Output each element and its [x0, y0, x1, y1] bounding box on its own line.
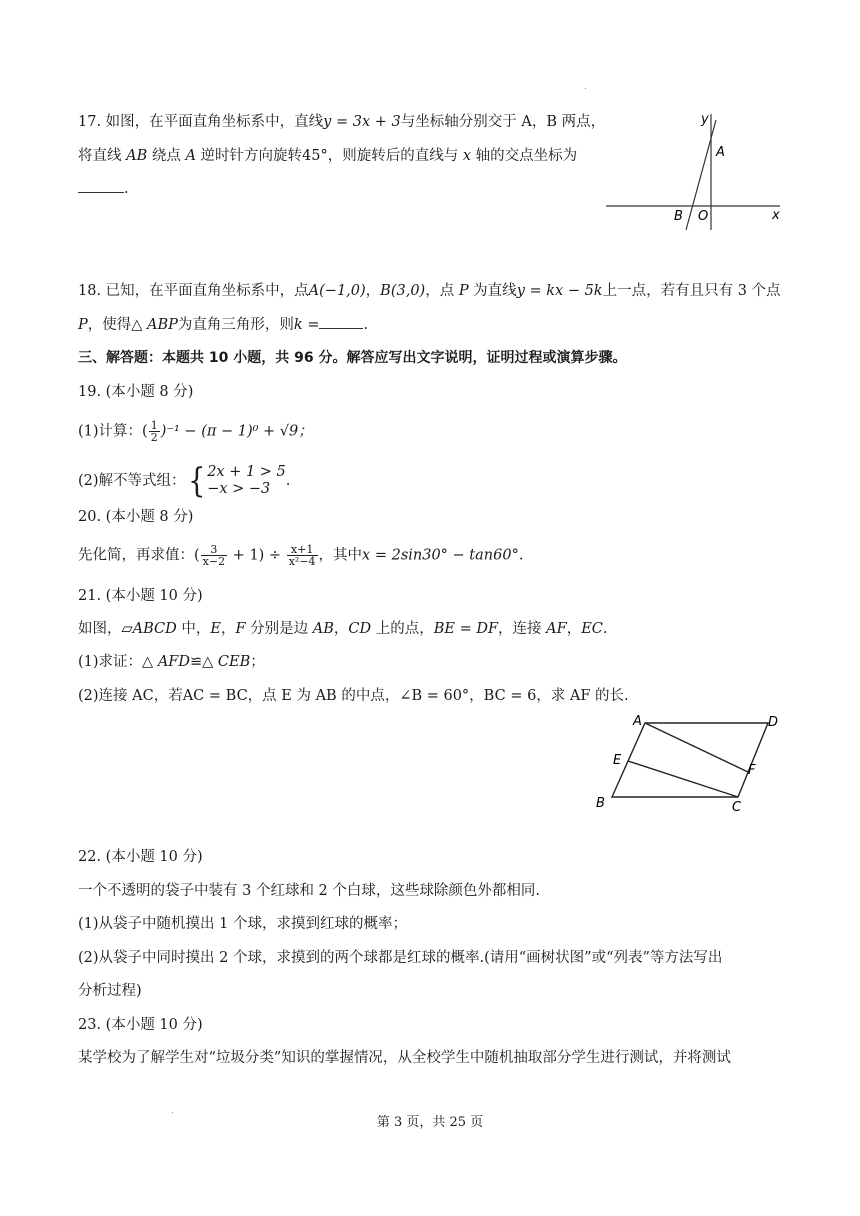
point-b-label: B	[674, 209, 683, 224]
q22-part1: (1)从袋子中随机摸出 1 个球，求摸到红球的概率；	[78, 916, 407, 932]
point-c-label: C	[732, 800, 742, 815]
q19-heading: 19. (本小题 8 分)	[78, 384, 194, 400]
speck-dot	[585, 88, 586, 89]
point-e-label: E	[613, 753, 622, 768]
answer-blank	[78, 178, 124, 193]
q21-part1: (1)求证：△ AFD≌△ CEB；	[78, 654, 265, 670]
q17-line2: 将直线 AB 绕点 A 逆时针方向旋转45°，则旋转后的直线与 x 轴的交点坐标为	[78, 148, 578, 164]
point-f-label: F	[748, 763, 756, 778]
q18-line1: 18. 已知，在平面直角坐标系中，点A(−1,0)，B(3,0)，点 P 为直线y = kx − 5k上一点，若有且只有 3 个点	[78, 283, 781, 299]
fraction-2: $\frac{x+1}{\text{x²−4}}$	[288, 543, 316, 568]
q21-part2: (2)连接 AC，若AC = BC，点 E 为 AB 的中点，∠B = 60°，BC = 6，求 AF 的长.	[78, 688, 629, 704]
page-footer: 第 3 页，共 25 页	[376, 1115, 484, 1130]
q22-part2-line2: 分析过程)	[78, 983, 142, 999]
segment-ec	[628, 761, 738, 797]
segment-af	[645, 723, 748, 772]
answer-blank	[319, 314, 363, 329]
q21-heading: 21. (本小题 10 分)	[78, 588, 203, 604]
q18-line2: P，使得△ ABP为直角三角形，则k = .	[78, 314, 368, 335]
q22-part2-line1: (2)从袋子中同时摸出 2 个球，求摸到的两个球都是红球的概率.(请用“画树状图”或“列表”等方法写出	[78, 950, 723, 966]
q23-line1: 某学校为了解学生对“垃圾分类”知识的掌握情况，从全校学生中随机抽取部分学生进行测试，并将测试	[78, 1050, 731, 1066]
q17-line1: 17. 如图，在平面直角坐标系中，直线y = 3x + 3与坐标轴分别交于 A，B 两点，	[78, 114, 606, 130]
point-a-label: A	[716, 145, 725, 160]
q21-line1: 如图，▱ABCD 中，E，F 分别是边 AB，CD 上的点，BE = DF，连接 AF，EC.	[78, 621, 608, 637]
point-d-label: D	[768, 715, 779, 730]
q19-part1: (1)计算：( $\frac{1}{2}$ )⁻¹ − (π − 1)⁰ + √9；	[78, 419, 313, 444]
origin-label: O	[698, 209, 709, 224]
inequality-system: { 2x + 1 > 5 −x > −3	[187, 461, 286, 501]
fraction-1: $\frac{3}{x-2}$	[202, 543, 226, 568]
q20-body: 先化简，再求值：( $\frac{3}{x-2}$ + 1) ÷ $\frac{x+1}{\text{x²−4}}$ ，其中x = 2sin30° − tan60°.	[78, 543, 524, 568]
point-b-label: B	[596, 796, 605, 811]
x-axis-label: x	[772, 208, 780, 223]
q22-heading: 22. (本小题 10 分)	[78, 849, 203, 865]
section-heading: 三、解答题：本题共 10 小题，共 96 分。解答应写出文字说明，证明过程或演算步骤。	[78, 350, 627, 366]
q23-heading: 23. (本小题 10 分)	[78, 1017, 203, 1033]
y-axis-label: y	[701, 112, 709, 127]
q21-figure	[590, 710, 790, 815]
q22-line1: 一个不透明的袋子中装有 3 个红球和 2 个白球，这些球除颜色外都相同.	[78, 883, 540, 899]
q17-line3: .	[78, 178, 129, 199]
parallelogram	[612, 723, 768, 797]
q19-part2: (2)解不等式组：{ 2x + 1 > 5 −x > −3 .	[78, 461, 291, 501]
q17-figure	[600, 108, 790, 233]
point-a-label: A	[633, 714, 642, 729]
fraction-half: $\frac{1}{2}$	[150, 419, 158, 444]
q20-heading: 20. (本小题 8 分)	[78, 509, 194, 525]
